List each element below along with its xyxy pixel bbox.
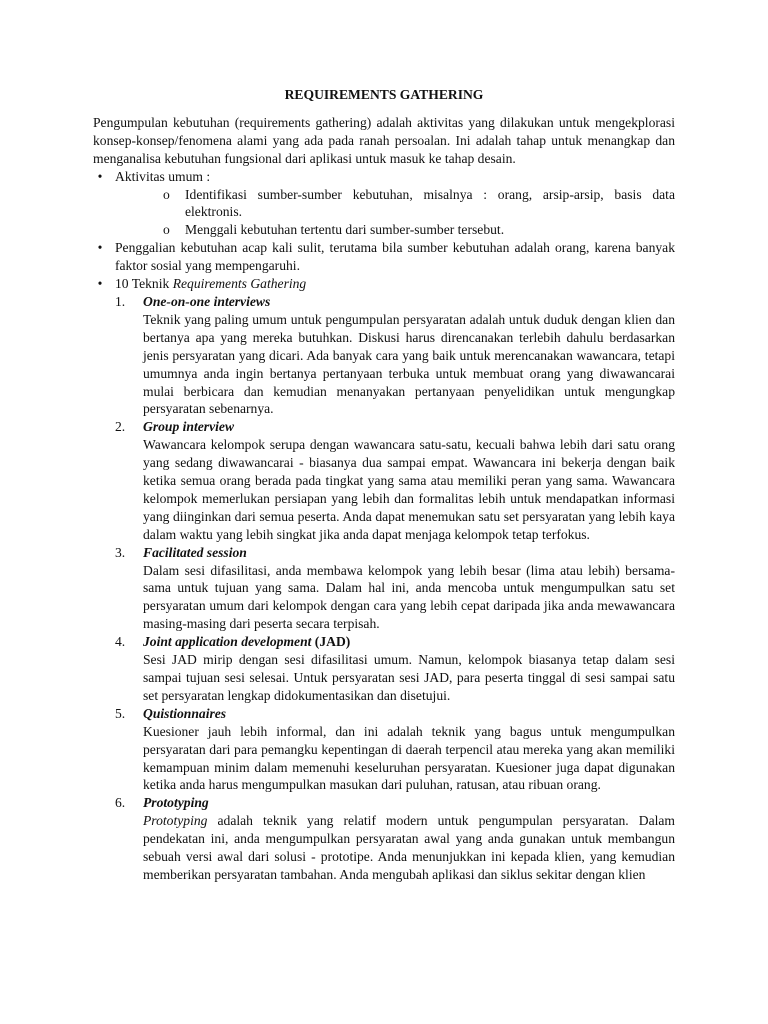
technique-heading: Group interview (143, 419, 235, 435)
technique-item (93, 633, 675, 705)
technique-number: 6. (115, 795, 126, 811)
sub-item (93, 186, 675, 222)
technique-item (93, 705, 675, 795)
bullet-text: Aktivitas umum : (115, 168, 211, 184)
technique-item (93, 418, 675, 543)
technique-body-paragraph (143, 812, 675, 884)
document-title: REQUIREMENTS GATHERING (284, 87, 484, 102)
bullet-text: Penggalian kebutuhan acap kali sulit, terutama bila sumber kebutuhan adalah orang, karena banyak faktor sosial yang mempengaruhi. (115, 240, 675, 274)
bullet-icon: • (97, 240, 103, 256)
technique-heading: Joint application development (143, 634, 312, 650)
technique-body: Sesi JAD mirip dengan sesi difasilitasi umum. Namun, kelompok biasanya tetap dalam sesi sampai tujuan sesi selesai. Untuk persyaratan sesi JAD, para peserta tinggal di sesi sampai satu set persyaratan lengkap didokumentasikan dan disetujui. (143, 652, 675, 703)
bullet-icon: • (97, 168, 103, 184)
technique-heading: One-on-one interviews (143, 293, 271, 309)
sub-item-text: Menggali kebutuhan tertentu dari sumber-sumber tersebut. (185, 222, 505, 238)
technique-item (93, 544, 675, 634)
technique-body-italic: Prototyping (143, 813, 208, 829)
technique-number: 3. (115, 544, 126, 560)
technique-number: 2. (115, 419, 126, 435)
technique-heading: Prototyping (143, 795, 209, 811)
bullet-item-penggalian (93, 239, 675, 275)
sub-list (93, 186, 675, 240)
bullet-item-aktivitas (93, 168, 675, 186)
sub-item-text: Identifikasi sumber-sumber kebutuhan, misalnya : orang, arsip-arsip, basis data elektronis. (185, 186, 675, 220)
technique-number: 1. (115, 293, 126, 309)
technique-body: Kuesioner jauh lebih informal, dan ini adalah teknik yang bagus untuk mengumpulkan persyaratan dari para pemangku kepentingan di daerah terpencil atau mereka yang akan memiliki kemampuan minim dalam memenuhi keseluruhan persyaratan. Kuesioner juga dapat digunakan ketika anda harus mengumpulkan masukan dari puluhan, ratusan, atau ribuan orang. (143, 723, 675, 793)
technique-body: Teknik yang paling umum untuk pengumpulan persyaratan adalah untuk duduk dengan klien dan bertanya apa yang mereka butuhkan. Diskusi harus direncanakan terlebih dahulu berdasarkan jenis persyaratan yang dicari. Ada banyak cara yang baik untuk merencanakan wawancara, tetapi umumnya anda ingin bertanya pertanyaan terbuka untuk membuat orang yang diwawancarai mulai berbicara dan kemudian menanyakan pertanyaan penyelidikan untuk mengungkap persyaratan sebenarnya. (143, 311, 675, 417)
technique-body: Wawancara kelompok serupa dengan wawancara satu-satu, kecuali bahwa lebih dari satu orang yang sedang diwawancarai - biasanya dua sampai empat. Wawancara ini bekerja dengan baik ketika semua orang berada pada tingkat yang sama atau memiliki peran yang sama. Wawancara kelompok memerlukan persiapan yang lebih dan formalitas lebih untuk mendapatkan informasi yang diinginkan dari semua peserta. Anda dapat menemukan satu set persyaratan yang lebih kaya dalam waktu yang lebih singkat jika anda dapat menjaga kelompok tetap terfokus. (143, 437, 675, 542)
technique-number: 5. (115, 705, 126, 721)
bullet-item-teknik (93, 275, 675, 293)
technique-item (93, 293, 675, 418)
bullet-text-italic: Requirements Gathering (172, 276, 307, 292)
technique-heading: Facilitated session (143, 544, 247, 560)
technique-item (93, 794, 675, 884)
technique-body: Dalam sesi difasilitasi, anda membawa kelompok yang lebih besar (lima atau lebih) bersama-sama untuk tujuan yang sama. Dalam hal ini, anda mencoba untuk mengumpulkan satu set persyaratan umum dari kelompok dengan cara yang lebih cepat daripada jika anda mewawancara masing-masing dari peserta secara terpisah. (143, 562, 675, 632)
bullet-text: 10 Teknik (115, 276, 173, 292)
circle-bullet-icon: o (163, 222, 170, 238)
technique-heading-suffix: (JAD) (311, 634, 351, 650)
technique-heading: Quistionnaires (143, 705, 227, 721)
bullet-icon: • (97, 276, 103, 292)
technique-body: adalah teknik yang relatif modern untuk pengumpulan persyaratan. Dalam pendekatan ini, anda mengumpulkan persyaratan awal yang anda gunakan untuk membangun sebuah versi awal dari solusi - prototipe. Anda menunjukkan ini kepada klien, yang kemudian memberikan persyaratan tambahan. Anda mengubah aplikasi dan siklus sekitar dengan klien (143, 813, 675, 882)
technique-heading-row (143, 633, 675, 651)
sub-item (93, 221, 675, 239)
technique-number: 4. (115, 634, 126, 650)
circle-bullet-icon: o (163, 186, 170, 202)
intro-paragraph: Pengumpulan kebutuhan (requirements gathering) adalah aktivitas yang dilakukan untuk mengekplorasi konsep-konsep/fenomena alami yang ada pada ranah persoalan. Ini adalah tahap untuk menangkap dan menganalisa kebutuhan fungsional dari aplikasi untuk masuk ke tahap desain. (93, 114, 675, 166)
